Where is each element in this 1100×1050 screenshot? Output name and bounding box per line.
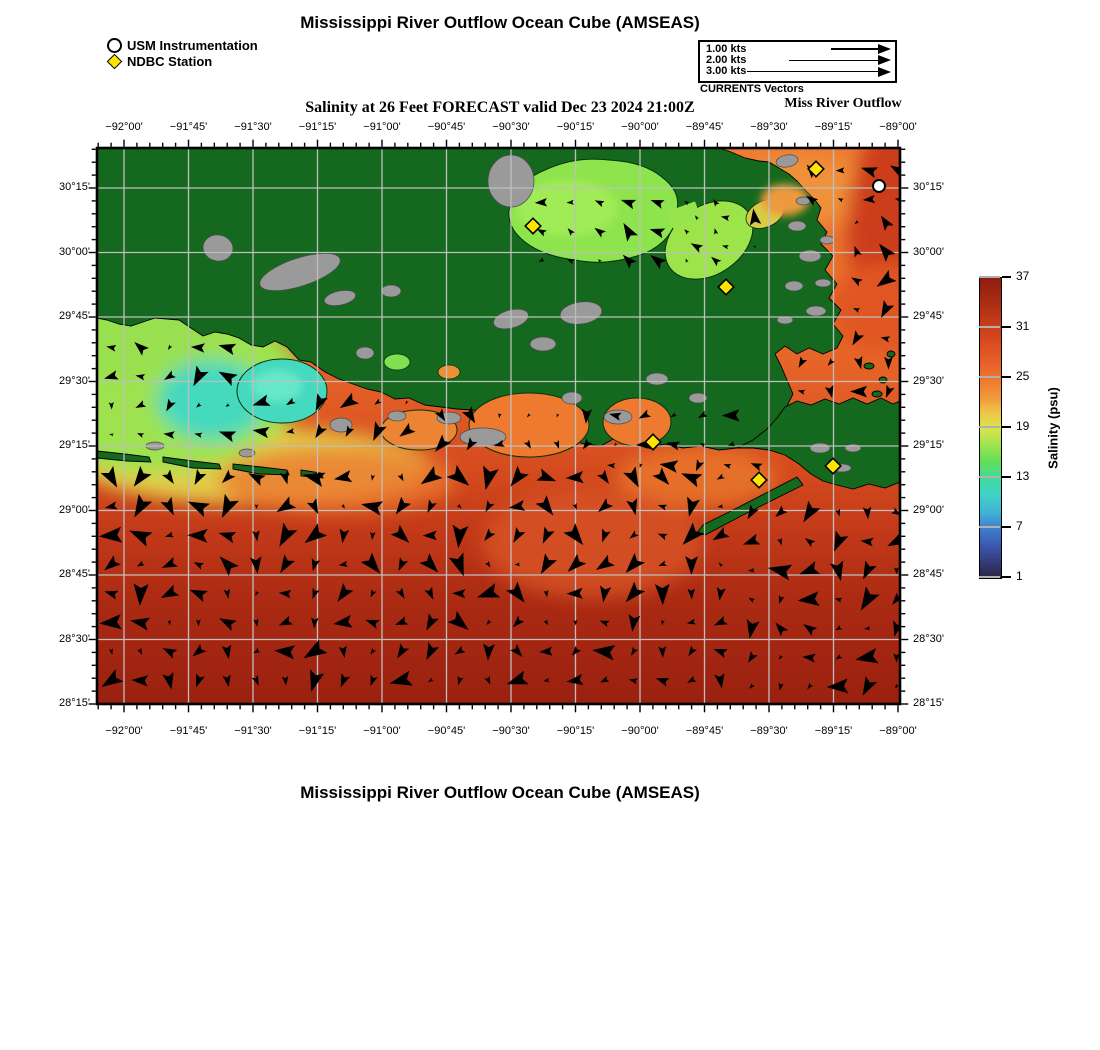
x-axis-label-bottom: −91°15' xyxy=(298,725,337,737)
usm-circle-icon xyxy=(107,38,122,53)
x-axis-label-top: −89°15' xyxy=(814,121,853,133)
x-axis-label-bottom: −90°00' xyxy=(621,725,659,737)
y-axis-label-left: 29°15' xyxy=(59,439,90,451)
colorbar-tick xyxy=(1002,426,1011,428)
colorbar-tick-label: 31 xyxy=(1016,319,1030,333)
x-axis-label-bottom: −91°45' xyxy=(169,725,208,737)
x-axis-label-top: −89°00' xyxy=(879,121,917,133)
x-axis-label-top: −90°00' xyxy=(621,121,659,133)
y-axis-label-left: 29°45' xyxy=(59,310,90,322)
y-axis-label-left: 28°15' xyxy=(59,697,90,709)
x-axis-label-top: −89°30' xyxy=(750,121,788,133)
y-axis-label-left: 30°15' xyxy=(59,181,90,193)
x-axis-label-top: −90°30' xyxy=(492,121,530,133)
x-axis-label-top: −90°15' xyxy=(556,121,595,133)
x-axis-label-top: −92°00' xyxy=(105,121,143,133)
colorbar-tick xyxy=(1002,576,1011,578)
ndbc-legend-label: NDBC Station xyxy=(127,53,213,69)
y-axis-label-left: 29°00' xyxy=(59,503,90,516)
colorbar-tick-label: 25 xyxy=(1016,369,1030,383)
figure-subtitle: Salinity at 26 Feet FORECAST valid Dec 23 2024 21:00Z xyxy=(305,99,695,116)
miss-river-outflow-label: Miss River Outflow xyxy=(784,96,902,111)
colorbar-tick xyxy=(1002,376,1011,378)
currents-vector-caption: CURRENTS Vectors xyxy=(700,83,804,95)
y-axis-label-right: 29°30' xyxy=(913,374,944,387)
y-axis-label-right: 28°15' xyxy=(913,697,944,709)
colorbar-tick-label: 37 xyxy=(1016,269,1030,283)
x-axis-label-top: −89°45' xyxy=(685,121,724,133)
colorbar-tick-label: 7 xyxy=(1016,519,1023,533)
colorbar xyxy=(979,277,1002,579)
vector-key-label: 3.00 kts xyxy=(706,65,747,78)
figure-title-top: Mississippi River Outflow Ocean Cube (AMSEAS) xyxy=(300,13,700,32)
vector-key-arrowhead xyxy=(878,44,891,54)
x-axis-label-top: −91°00' xyxy=(363,121,401,133)
vector-key-shaft xyxy=(747,71,879,73)
x-axis-label-top: −91°45' xyxy=(169,121,208,133)
x-axis-label-top: −90°45' xyxy=(427,121,466,133)
x-axis-label-bottom: −91°00' xyxy=(363,725,401,737)
y-axis-label-right: 29°45' xyxy=(913,310,944,322)
vector-key-label: 2.00 kts xyxy=(706,53,747,66)
vector-key-shaft xyxy=(789,60,879,62)
colorbar-tick-label: 1 xyxy=(1016,569,1023,583)
y-axis-label-right: 28°30' xyxy=(913,632,944,645)
colorbar-tick xyxy=(1002,526,1011,528)
colorbar-tick xyxy=(1002,276,1011,278)
x-axis-label-top: −91°15' xyxy=(298,121,337,133)
y-axis-label-right: 29°15' xyxy=(913,439,944,451)
station-legend xyxy=(107,37,258,69)
x-axis-label-bottom: −89°45' xyxy=(685,725,724,737)
y-axis-label-left: 29°30' xyxy=(59,374,90,387)
vector-key-arrowhead xyxy=(878,55,891,65)
vector-key-label: 1.00 kts xyxy=(706,42,747,55)
inland-lake-1 xyxy=(384,354,410,370)
x-axis-label-bottom: −91°30' xyxy=(234,725,272,737)
x-axis-label-bottom: −90°15' xyxy=(556,725,595,737)
map-layers xyxy=(85,136,912,704)
x-axis-label-top: −91°30' xyxy=(234,121,272,133)
colorbar-tick xyxy=(1002,326,1011,328)
colorbar-tick-label: 19 xyxy=(1016,419,1030,433)
usm-circle-marker xyxy=(873,180,885,192)
y-axis-label-right: 28°45' xyxy=(913,568,944,580)
figure-title-bottom: Mississippi River Outflow Ocean Cube (AMSEAS) xyxy=(300,783,700,802)
y-axis-label-right: 29°00' xyxy=(913,503,944,516)
usm-legend-label: USM Instrumentation xyxy=(127,37,258,53)
x-axis-label-bottom: −89°30' xyxy=(750,725,788,737)
y-axis-label-right: 30°15' xyxy=(913,181,944,193)
currents-vector-key xyxy=(698,40,897,83)
colorbar-tick xyxy=(1002,476,1011,478)
x-axis-label-bottom: −89°00' xyxy=(879,725,917,737)
y-axis-label-left: 30°00' xyxy=(59,245,90,258)
salinity-map xyxy=(85,136,912,717)
colorbar-tick-label: 13 xyxy=(1016,469,1030,483)
y-axis-label-left: 28°30' xyxy=(59,632,90,645)
x-axis-label-bottom: −90°45' xyxy=(427,725,466,737)
x-axis-label-bottom: −90°30' xyxy=(492,725,530,737)
ndbc-diamond-icon xyxy=(107,53,123,69)
vector-key-arrowhead xyxy=(878,67,891,77)
y-axis-label-left: 28°45' xyxy=(59,568,90,580)
figure-canvas: Mississippi River Outflow Ocean Cube (AMSEAS) USM Instrumentation NDBC Station 1.00 kts 2.00 kts 3.00 kts CURRENTS Vectors Miss River Outflow Salinity at 26 Feet FORECAST valid Dec 23 2024 21:00Z −92°00' −92°00' −91°45' −91°45' −91°30' −91°30' −91°15' −91°15' −91°00' −91°00' −90°45' −90°45' −90°30' −90°30' −90°15' −90°15' −90°00' −90°00' −89°45' −89°45' −89°30' −89°30' −89°15' −89°15' −89°00' −89°00' 30°15' 30°15' 30°00' 30°00' 29°45' 29°45' 29°30' 29°30' 29°15' 29°15' 29°00' 29°00' 28°45' 28°45' 28°30' 28°30' 28°15' 28°15' 37 31 25 19 13 7 1 Salinity (psu) Mississippi River Outflow Ocean Cube (AMSEAS) xyxy=(0,0,1100,1050)
y-axis-label-right: 30°00' xyxy=(913,245,944,258)
x-axis-label-bottom: −92°00' xyxy=(105,725,143,737)
vector-key-shaft xyxy=(831,48,879,50)
inland-lake-2 xyxy=(438,365,460,379)
x-axis-label-bottom: −89°15' xyxy=(814,725,853,737)
